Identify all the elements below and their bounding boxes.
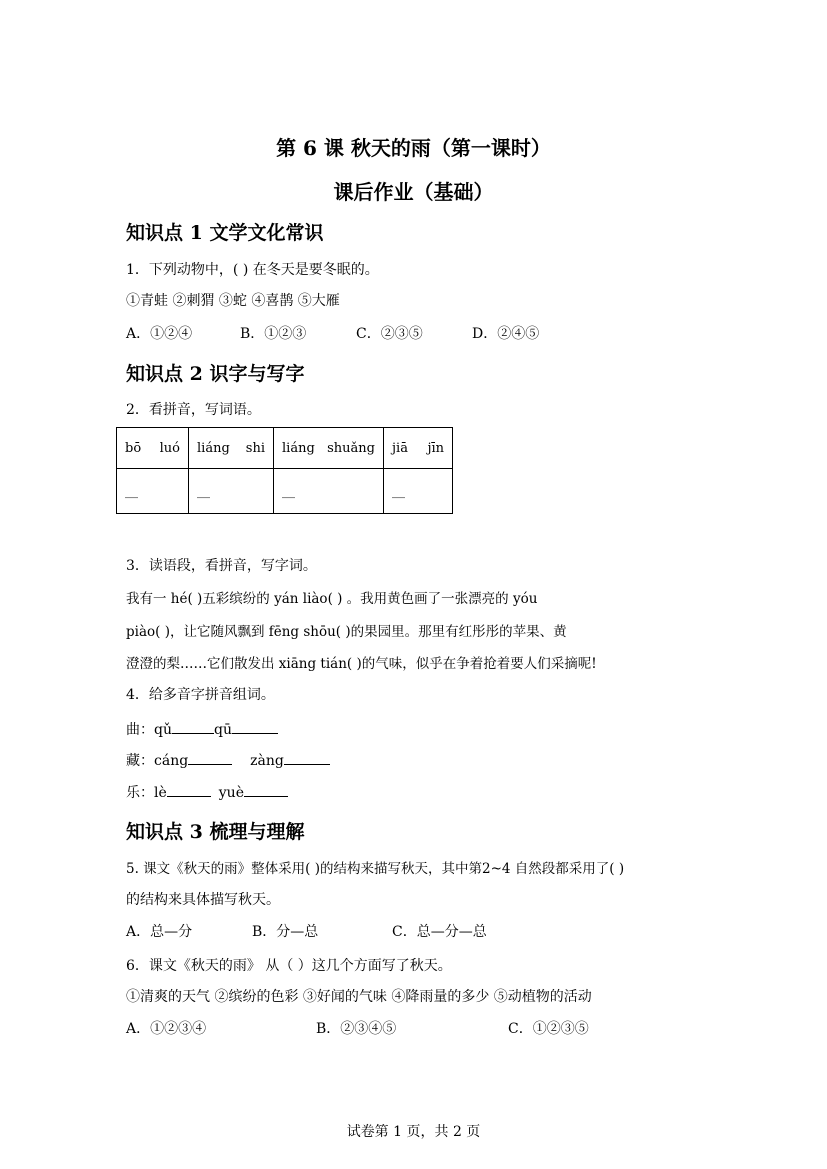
q5-line-1: 5. 课文《秋天的雨》整体采用( )的结构来描写秋天，其中第2~4 自然段都采用了( ) [126, 861, 625, 877]
page-footer: 试卷第 1 页，共 2 页 [346, 1124, 481, 1140]
q5-options [126, 921, 487, 941]
q4-stem: 4．给多音字拼音组词。 [126, 687, 275, 703]
q1-option-d: D．②④⑤ [472, 326, 540, 342]
q1-stem: 1．下列动物中，( ) 在冬天是要冬眠的。 [126, 262, 379, 278]
answer-cell[interactable]: __ [384, 469, 453, 514]
q6-option-b: B．②③④⑤ [316, 1021, 397, 1037]
page-title: 第 6 课 秋天的雨（第一课时） [276, 136, 551, 160]
q2-stem: 2．看拼音，写词语。 [126, 402, 261, 418]
answer-cell[interactable]: __ [274, 469, 384, 514]
q5-option-c: C．总—分—总 [392, 924, 487, 940]
pinyin-cell: jiā jīn [384, 428, 453, 469]
q4-row: 曲：qǔ qū [126, 719, 278, 739]
pinyin-cell: bō luó [117, 428, 189, 469]
answer-cell[interactable]: __ [117, 469, 189, 514]
answer-cell[interactable]: __ [189, 469, 274, 514]
q5-line-2: 的结构来具体描写秋天。 [126, 892, 280, 908]
q4-row: 乐：lè yuè [126, 782, 288, 802]
q1-options [126, 323, 539, 343]
section-heading-1: 知识点 1 文学文化常识 [126, 222, 324, 244]
q3-line-1: 我有一 hé( )五彩缤纷的 yán liào( ) 。我用黄色画了一张漂亮的 yóu [126, 591, 538, 607]
q3-line-2: piào( )，让它随风飘到 fēng shōu( )的果园里。那里有红彤彤的苹果、黄 [126, 624, 567, 640]
q3-line-3: 澄澄的梨……它们散发出 xiāng tián( )的气味，似乎在争着抢着要人们采摘呢! [126, 656, 597, 672]
section-heading-2: 知识点 2 识字与写字 [126, 363, 305, 385]
q6-option-c: C．①②③⑤ [508, 1021, 589, 1037]
section-heading-3: 知识点 3 梳理与理解 [126, 821, 305, 843]
q3-stem: 3．读语段，看拼音，写字词。 [126, 558, 317, 574]
q5-option-a: A．总—分 [126, 924, 193, 940]
q6-items: ①清爽的天气 ②缤纷的色彩 ③好闻的气味 ④降雨量的多少 ⑤动植物的活动 [126, 989, 592, 1005]
pinyin-table [116, 427, 453, 514]
pinyin-cell: liáng shi [189, 428, 274, 469]
q1-option-c: C．②③⑤ [356, 326, 423, 342]
q6-option-a: A．①②③④ [126, 1021, 207, 1037]
q6-options [126, 1018, 589, 1038]
q4-row: 藏：cáng zàng [126, 750, 330, 770]
page-subtitle: 课后作业（基础） [333, 180, 494, 204]
pinyin-cell: liáng shuǎng [274, 428, 384, 469]
q5-option-b: B．分—总 [252, 924, 319, 940]
q1-option-b: B．①②③ [240, 326, 307, 342]
q1-option-a: A．①②④ [126, 326, 193, 342]
q1-items: ①青蛙 ②刺猬 ③蛇 ④喜鹊 ⑤大雁 [126, 293, 340, 309]
q6-stem: 6．课文《秋天的雨》 从（ ）这几个方面写了秋天。 [126, 958, 452, 974]
